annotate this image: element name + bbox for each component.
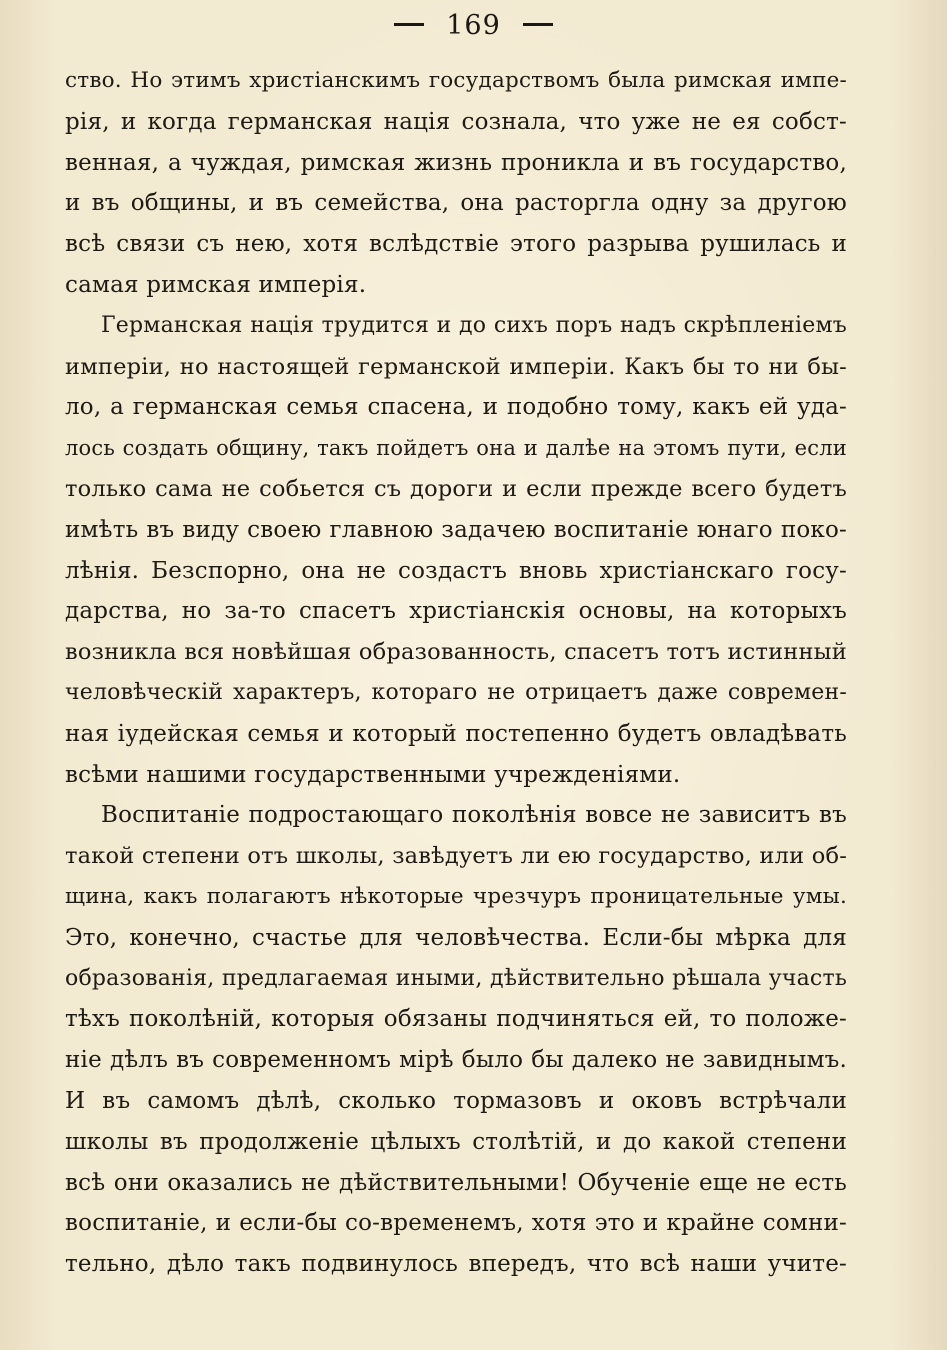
text-line: Германская нація трудится и до сихъ поръ надъ скрѣпленіемъ xyxy=(101,312,847,338)
text-line: лѣнія. Безспорно, она не создастъ вновь христіанскаго госу- xyxy=(65,557,847,584)
text-line: самая римская имперія. xyxy=(65,271,367,298)
text-line: ная іудейская семья и который постепенно будетъ овладѣвать xyxy=(65,720,847,747)
text-line: тельно, дѣло такъ подвинулось впередъ, что всѣ наши учите- xyxy=(65,1251,847,1278)
text-line: всѣми нашими государственными учрежденіями. xyxy=(65,761,681,788)
text-line: тѣхъ поколѣній, которыя обязаны подчиняться ей, то положе- xyxy=(65,1006,847,1033)
text-line: человѣческій характеръ, котораго не отрицаетъ даже современ- xyxy=(65,679,847,705)
text-line: всѣ они оказались не дѣйствительными! Обученіе еще не есть xyxy=(65,1169,847,1196)
right-dash xyxy=(523,23,553,26)
text-line: имѣть въ виду своею главною задачею воспитаніе юнаго поко- xyxy=(65,516,847,543)
text-line: возникла вся новѣйшая образованность, спасетъ тотъ истинный xyxy=(65,639,847,666)
text-line: И въ самомъ дѣлѣ, сколько тормазовъ и оковъ встрѣчали xyxy=(65,1087,847,1114)
left-dash xyxy=(394,23,424,26)
text-line: Это, конечно, счастье для человѣчества. Если-бы мѣрка для xyxy=(65,924,847,951)
page-number-header xyxy=(0,10,947,41)
text-line: только сама не собьется съ дороги и если прежде всего будетъ xyxy=(65,475,847,502)
text-line: имперіи, но настоящей германской имперіи. Какъ бы то ни бы- xyxy=(65,353,847,380)
text-line: ство. Но этимъ христіанскимъ государствомъ была римская импе- xyxy=(65,68,847,93)
text-line: лось создать общину, такъ пойдетъ она и далѣе на этомъ пути, если xyxy=(65,436,847,461)
text-line: образованія, предлагаемая иными, дѣйствительно рѣшала участь xyxy=(65,965,847,991)
text-line: венная, а чуждая, римская жизнь проникла и въ государство, xyxy=(65,149,847,176)
text-line: ло, а германская семья спасена, и подобно тому, какъ ей уда- xyxy=(65,394,847,421)
text-line: школы въ продолженіе цѣлыхъ столѣтій, и до какой степени xyxy=(65,1128,847,1155)
text-line: Воспитаніе подростающаго поколѣнія вовсе не зависитъ въ xyxy=(101,802,847,829)
text-line: ніе дѣлъ въ современномъ мірѣ было бы далеко не завиднымъ. xyxy=(65,1047,847,1074)
page-number: 169 xyxy=(446,10,501,41)
text-line: и въ общины, и въ семейства, она расторгла одну за другою xyxy=(65,190,847,217)
text-line: щина, какъ полагаютъ нѣкоторые чрезчуръ проницательные умы. xyxy=(65,883,847,909)
text-line: воспитаніе, и если-бы со-временемъ, хотя это и крайне сомни- xyxy=(65,1210,847,1237)
text-line: дарства, но за-то спасетъ христіанскія основы, на которыхъ xyxy=(65,598,847,625)
body-text xyxy=(65,61,847,1285)
text-line: рія, и когда германская нація сознала, что уже не ея собст- xyxy=(65,108,847,135)
text-line: такой степени отъ школы, завѣдуетъ ли ею государство, или об- xyxy=(65,843,847,870)
text-line: всѣ связи съ нею, хотя вслѣдствіе этого разрыва рушилась и xyxy=(65,231,847,258)
